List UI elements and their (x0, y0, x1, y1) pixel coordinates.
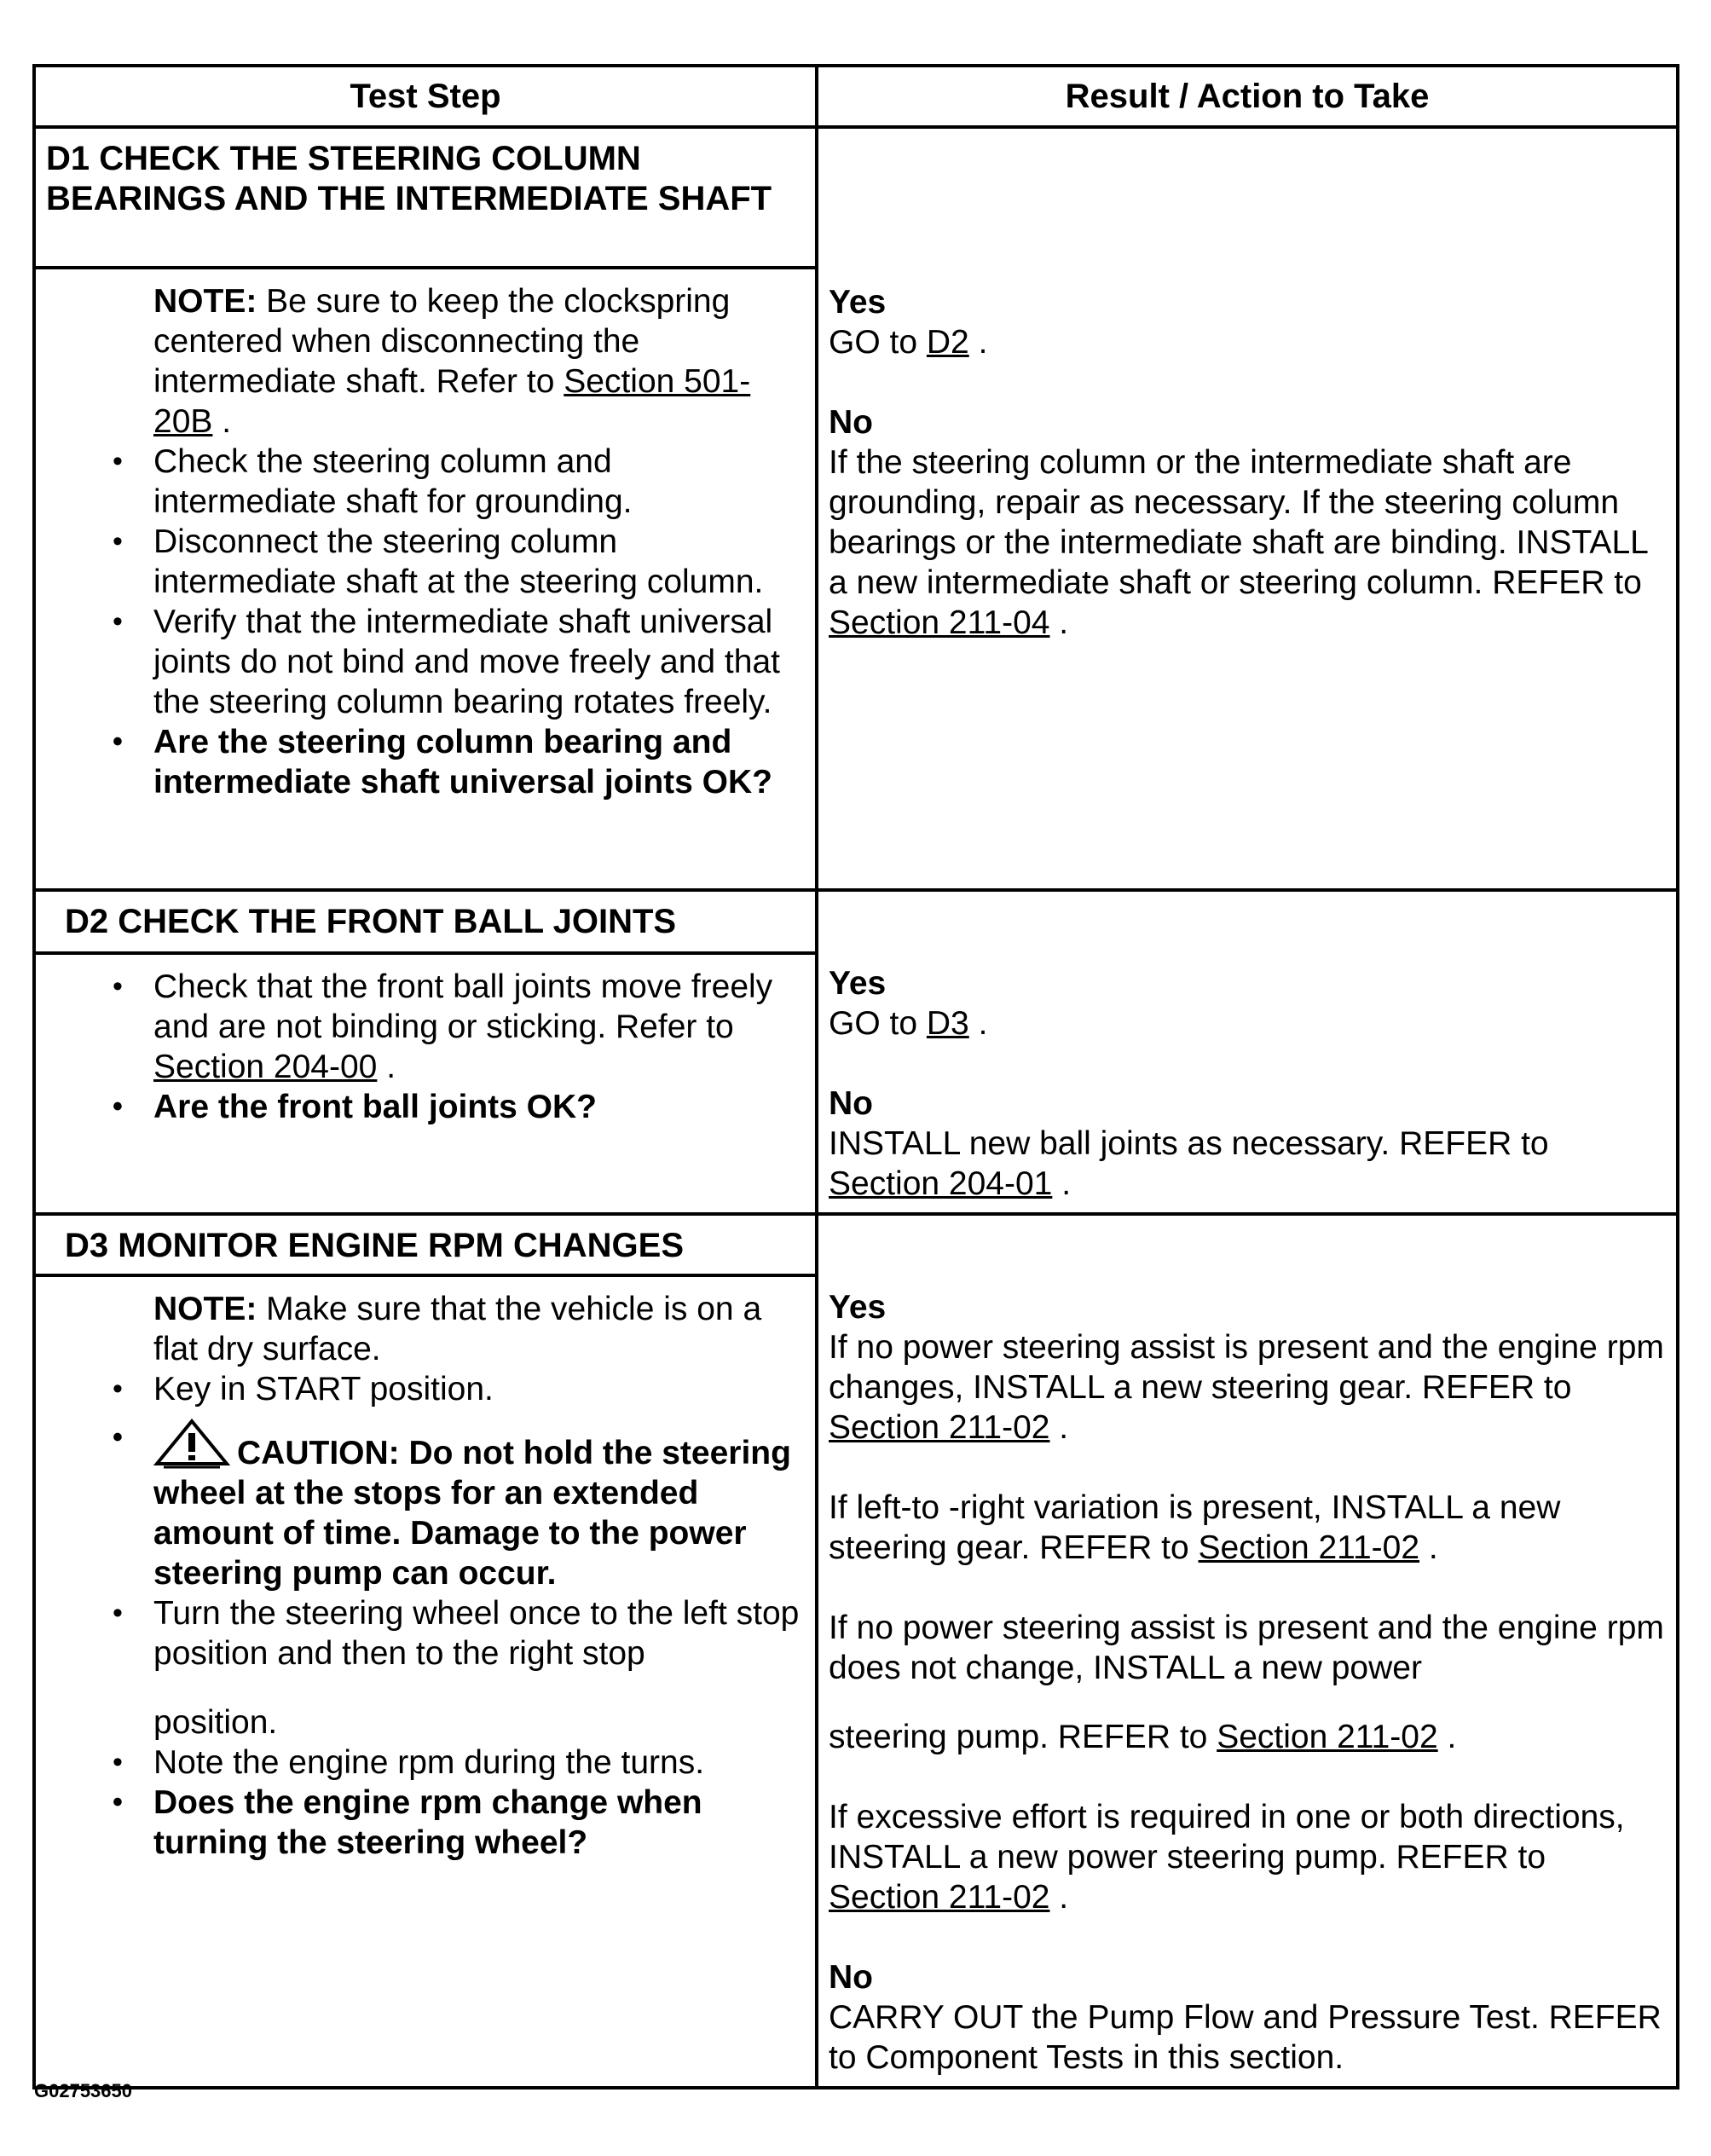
d1-note-link[interactable]: Section 501-20B (153, 363, 751, 440)
d3-yes-p3-link[interactable]: Section 211-02 (1217, 1719, 1438, 1755)
d3-caution (36, 1418, 803, 1593)
d2-title: D2 CHECK THE FRONT BALL JOINTS (65, 903, 677, 940)
list-item: • Check that the front ball joints move freely and are not binding or sticking. Refer to Section 204-00 . (36, 967, 803, 1087)
d3-caution-text: CAUTION: Do not hold the steering wheel at the stops for an extended amount of time. Damage to the power steering pump can occur. (153, 1435, 791, 1592)
d3-yes-p1-link[interactable]: Section 211-02 (829, 1409, 1050, 1446)
d1-note: NOTE: Be sure to keep the clockspring centered when disconnecting the intermediate shaft. Refer to Section 501-20B . (153, 283, 751, 440)
d2-question: • Are the front ball joints OK? (36, 1087, 803, 1127)
d1-title-cell (34, 127, 817, 268)
figure-id: G02753650 (34, 2080, 132, 2101)
d2-yes-label: Yes (829, 965, 887, 1002)
d1-yes-link[interactable]: D2 (926, 324, 969, 361)
d3-title: D3 MONITOR ENGINE RPM CHANGES (65, 1227, 684, 1264)
d3-yes-p4-text: If excessive effort is required in one or both directions, INSTALL a new power steering pump. REFER to (829, 1799, 1625, 1876)
d3-note (36, 1289, 803, 1369)
d3-yes-p3a: If no power steering assist is present and the engine rpm does not change, INSTALL a new power (829, 1610, 1664, 1686)
d2-bullet-link[interactable]: Section 204-00 (153, 1048, 378, 1085)
d3-yes-p1-text: If no power steering assist is present and the engine rpm changes, INSTALL a new steering gear. REFER to (829, 1329, 1664, 1406)
d2-yes-link[interactable]: D3 (926, 1005, 969, 1042)
warning-triangle-icon (153, 1418, 230, 1469)
list-item: • Key in START position. (36, 1369, 803, 1409)
d3-yes-p2-text: If left-to -right variation is present, INSTALL a new steering gear. REFER to (829, 1489, 1561, 1566)
d3-yes-label: Yes (829, 1289, 887, 1326)
list-item: • Check the steering column and intermediate shaft for grounding. (36, 442, 803, 522)
d1-title: D1 CHECK THE STEERING COLUMN BEARINGS AND THE INTERMEDIATE SHAFT (46, 140, 772, 217)
d2-no-link[interactable]: Section 204-01 (829, 1165, 1053, 1202)
d1-no-label: No (829, 404, 873, 441)
d3-yes-p4-link[interactable]: Section 211-02 (829, 1879, 1050, 1916)
d1-result-cell: Yes GO to D2 . No If the steering column or the intermediate shaft are grounding, repair as necessary. If the steering column bearings or the intermediate shaft are binding. INSTALL a new intermediate shaft or steering column. REFER to Section 211-04 . (817, 127, 1678, 890)
d1-yes-label: Yes (829, 284, 887, 321)
d1-note-label: NOTE: (153, 283, 257, 320)
list-item: • Disconnect the steering column intermediate shaft at the steering column. (36, 522, 803, 602)
d2-title-cell (34, 890, 817, 953)
d1-no-link[interactable]: Section 211-04 (829, 604, 1050, 641)
diagnostic-table (32, 64, 1679, 2076)
d2-yes-text: GO to (829, 1005, 927, 1042)
d3-note-text: Make sure that the vehicle is on a flat dry surface. (153, 1291, 762, 1367)
header-test-step: Test Step (34, 66, 817, 127)
d3-note-label: NOTE: (153, 1291, 257, 1327)
d3-no-text: CARRY OUT the Pump Flow and Pressure Test. REFER to Component Tests in this section. (829, 1999, 1662, 2076)
d1-no-text: If the steering column or the intermediate shaft are grounding, repair as necessary. If the steering column bearings or the intermediate shaft are binding. INSTALL a new intermediate shaft or steering column. REFER to (829, 444, 1648, 601)
d3-turn-a: Turn the steering wheel once to the left stop position and then to the right stop (153, 1595, 800, 1672)
d3-question: • Does the engine rpm change when turning the steering wheel? (36, 1783, 803, 1863)
d3-title-cell (34, 1214, 817, 1275)
list-item (36, 1593, 803, 1743)
d3-yes-p3-text: steering pump. REFER to (829, 1719, 1217, 1755)
list-item: • Verify that the intermediate shaft universal joints do not bind and move freely and that the steering column bearing rotates freely. (36, 602, 803, 722)
d3-no-label: No (829, 1959, 873, 1996)
d2-bullet-text: Check that the front ball joints move freely and are not binding or sticking. Refer to (153, 968, 773, 1045)
d1-body-cell (34, 268, 817, 890)
d1-question: • Are the steering column bearing and intermediate shaft universal joints OK? (36, 722, 803, 802)
d3-body-cell (34, 1275, 817, 2088)
d1-note-text: Be sure to keep the clockspring centered when disconnecting the intermediate shaft. Refer to (153, 283, 731, 400)
list-item: • Note the engine rpm during the turns. (36, 1743, 803, 1783)
d1-yes-text: GO to (829, 324, 927, 361)
d3-result-cell: Yes If no power steering assist is present and the engine rpm changes, INSTALL a new steering gear. REFER to Section 211-02 . If left-to -right variation is present, INSTALL a new steering gear. REFER to Section 211-02 . If no power steering assist is present and the engine rpm does not change, INSTALL a new power steering pump. REFER to Section 211-02 . If excessive effort is required in one or both directions, INSTALL a new power steering pump. REFER to Section 211-02 . No CARRY OUT the Pump Flow and Pressure Test. REFER to Component Tests in this section. (817, 1214, 1678, 2088)
d2-no-label: No (829, 1085, 873, 1122)
header-result-action: Result / Action to Take (817, 66, 1678, 127)
d2-body-cell (34, 953, 817, 1214)
d3-turn-b: position. (153, 1704, 278, 1741)
d2-no-text: INSTALL new ball joints as necessary. REFER to (829, 1125, 1549, 1162)
d2-result-cell: Yes GO to D3 . No INSTALL new ball joints as necessary. REFER to Section 204-01 . (817, 890, 1678, 1214)
d3-yes-p2-link[interactable]: Section 211-02 (1198, 1529, 1420, 1566)
